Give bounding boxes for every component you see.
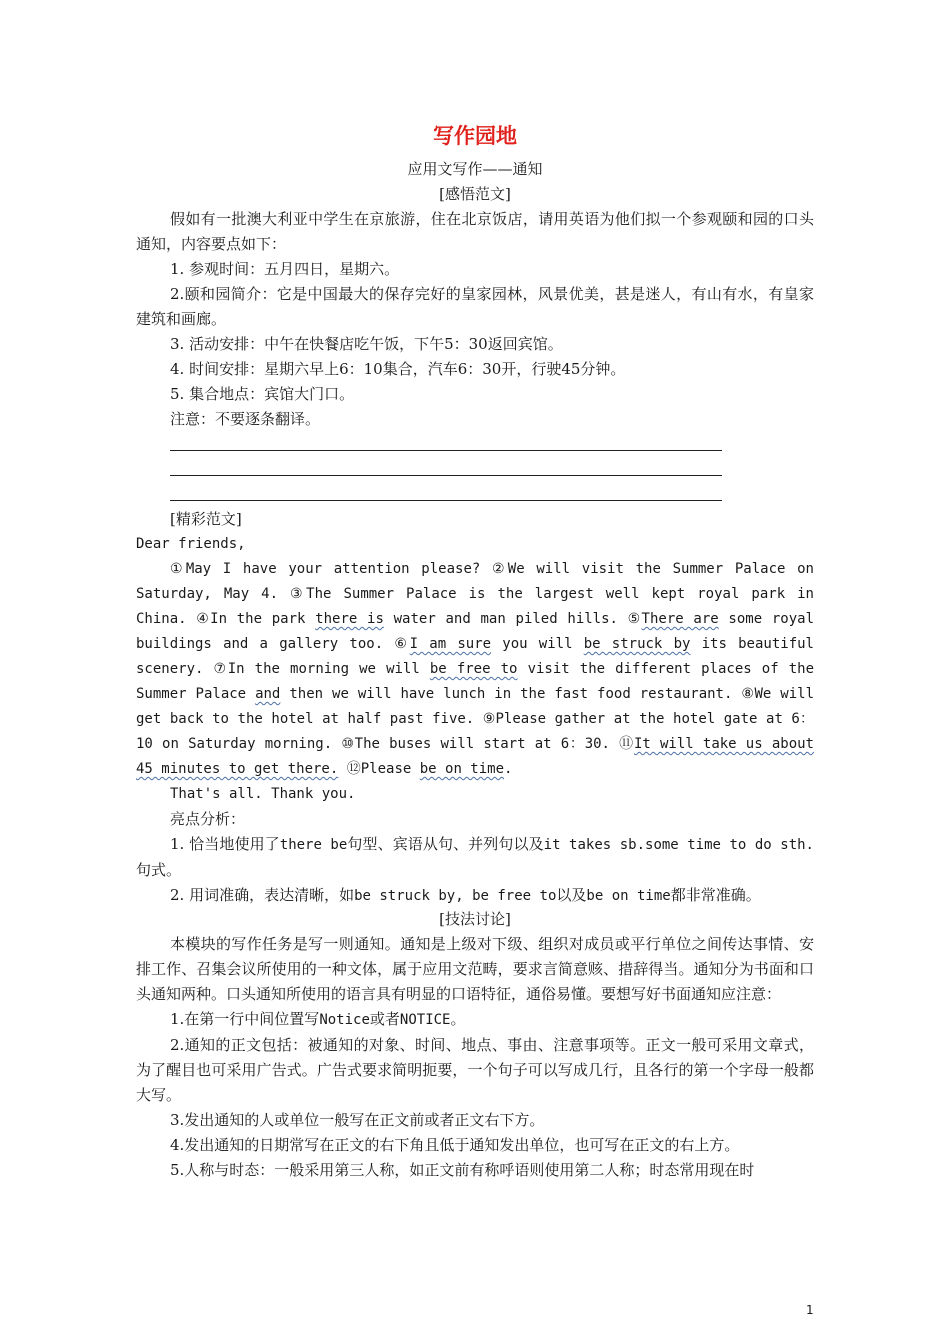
task-point: 1. 参观时间：五月四日，星期六。 (170, 260, 400, 278)
analysis-point: 2. 用词准确，表达清晰，如be struck by, be free to以及be on time都非常准确。 (170, 886, 761, 904)
answer-line (170, 475, 722, 476)
highlight-phrase: I am sure (409, 636, 492, 652)
discussion-item: 1.在第一行中间位置写Notice或者NOTICE。 (170, 1010, 466, 1028)
discussion-intro: 本模块的写作任务是写一则通知。通知是上级对下级、组织对成员或平行单位之间传达事情、安排工作、召集会议所使用的一种文体，属于应用文范畴，要求言简意赅、措辞得当。通知分为书面和口头通知两种。口头通知所使用的语言具有明显的口语特征，通俗易懂。要想写好书面通知应注意： (136, 935, 814, 1003)
highlight-phrase: be on time (419, 761, 505, 777)
section-heading-discussion: [技法讨论] (439, 910, 511, 928)
page-number: 1 (806, 1303, 814, 1317)
discussion-item: 2.通知的正文包括：被通知的对象、时间、地点、事由、注意事项等。正文一般可采用文章式，为了醒目也可采用广告式。广告式要求简明扼要，一个句子可以写成几行，且各行的第一个字母一般都大写。 (136, 1036, 814, 1104)
analysis-point: 1. 恰当地使用了there be句型、宾语从句、并列句以及it takes sb.some time to do sth.句式。 (136, 835, 814, 879)
sample-essay: ①May I have your attention please? ②We will visit the Summer Palace on Saturday, May 4. ③The Summer Palace is the largest well kept royal park in China. ④In the park there is water and man piled hills. ⑤There are some royal buildings and a gallery too. ⑥I am sure you will be struck by its beautiful scenery. ⑦In the morning we will be free to visit the different places of the Summer Palace and then we will have lunch in the fast food restaurant. ⑧We will get back to the hotel at half past five. ⑨Please gather at the hotel gate at 6：10 on Saturday morning. ⑩The buses will start at 6：30. ⑪It will take us about 45 minutes to get there. ⑫Please be on time. (136, 561, 814, 777)
page-title: 写作园地 (433, 124, 517, 148)
highlight-phrase: be struck by (583, 636, 691, 652)
highlight-phrase: There are (641, 611, 719, 627)
section-heading-appreciation: [感悟范文] (439, 185, 511, 203)
sample-block (136, 507, 814, 909)
task-point: 5. 集合地点：宾馆大门口。 (170, 385, 355, 403)
analysis-heading: 亮点分析： (170, 810, 246, 828)
page-subtitle: 应用文写作——通知 (407, 160, 543, 178)
answer-line (170, 450, 722, 451)
discussion-item: 3.发出通知的人或单位一般写在正文前或者正文右下方。 (170, 1111, 545, 1129)
salutation: Dear friends, (136, 536, 246, 552)
highlight-phrase: It will take us about 45 minutes to get there. (136, 736, 814, 777)
discussion-item: 4.发出通知的日期常写在正文的右下角且低于通知发出单位，也可写在正文的右上方。 (170, 1136, 740, 1154)
highlight-phrase: be free to (429, 661, 518, 677)
discussion-item: 5.人称与时态：一般采用第三人称，如正文前有称呼语则使用第二人称；时态常用现在时 (170, 1161, 755, 1179)
answer-line (170, 500, 722, 501)
task-note: 注意：不要逐条翻译。 (170, 410, 321, 428)
task-point: 2.颐和园简介：它是中国最大的保存完好的皇家园林，风景优美，甚是迷人，有山有水，有皇家建筑和画廊。 (136, 285, 814, 328)
highlight-phrase: there is (315, 611, 384, 627)
discussion-block (136, 932, 814, 1183)
task-point: 3. 活动安排：中午在快餐店吃午饭，下午5：30返回宾馆。 (170, 335, 563, 353)
task-block (136, 207, 814, 432)
task-point: 4. 时间安排：星期六早上6：10集合，汽车6：30开，行驶45分钟。 (170, 360, 626, 378)
section-heading-sample: [精彩范文] (170, 510, 242, 528)
task-intro: 假如有一批澳大利亚中学生在京旅游，住在北京饭店，请用英语为他们拟一个参观颐和园的口头通知，内容要点如下： (136, 210, 814, 253)
highlight-phrase: and (255, 686, 281, 702)
closing: That's all. Thank you. (170, 786, 356, 802)
